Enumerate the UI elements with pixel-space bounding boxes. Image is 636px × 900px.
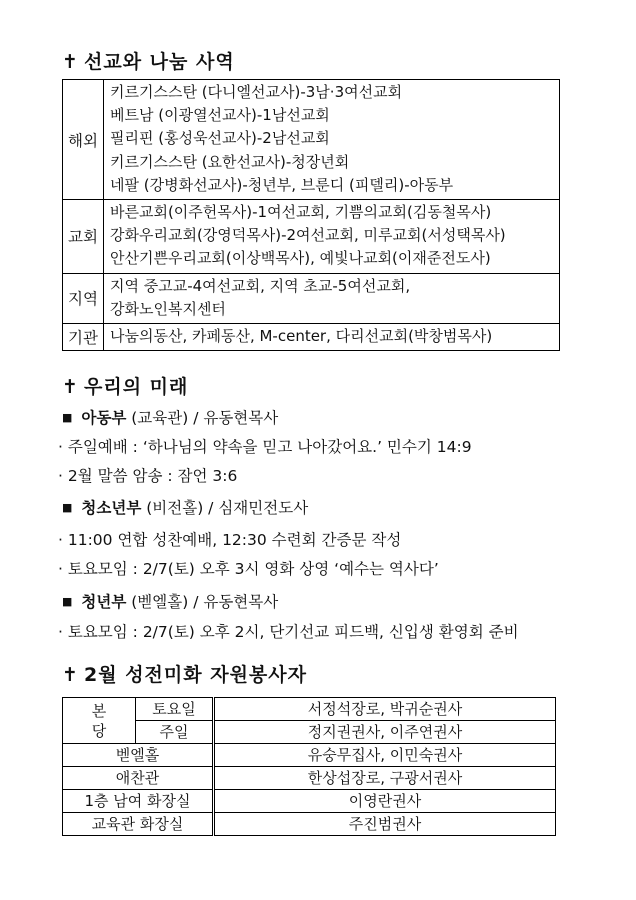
- volunteer-names: 한상섭장로, 구광서권사: [214, 767, 556, 790]
- square-bullet-icon: ■: [62, 501, 73, 514]
- list-item: 안산기쁜우리교회(이상백목사), 예빛나교회(이재준전도사): [110, 249, 491, 268]
- place-label: 1층 남여 화장실: [63, 790, 214, 813]
- row-label-church: 교회: [63, 200, 104, 274]
- list-item: · 토요모임 : 2/7(토) 오후 3시 영화 상영 ‘예수는 역사다’: [58, 560, 439, 578]
- cross-icon: ✝: [62, 51, 79, 73]
- cross-icon: ✝: [62, 664, 79, 686]
- row-label-overseas: 해외: [63, 80, 104, 200]
- list-item: · 주일예배 : ‘하나님의 약속을 믿고 나아갔어요.’ 민수기 14:9: [58, 438, 472, 456]
- table-row: [63, 200, 560, 274]
- row-content-church: [104, 200, 560, 274]
- mission-table: [62, 79, 560, 351]
- table-row: [63, 273, 560, 323]
- section-title-mission: ✝ 선교와 나눔 사역: [62, 51, 235, 73]
- table-row: [63, 744, 556, 767]
- group-heading-young-adults: ■ 청년부 (벧엘홀) / 유동현목사: [62, 593, 279, 611]
- list-item: 강화우리교회(강영덕목사)-2여선교회, 미루교회(서성택목사): [110, 226, 506, 245]
- list-item: · 2월 말씀 암송 : 잠언 3:6: [58, 467, 238, 485]
- main-sanctuary-label: 본 당: [63, 698, 136, 744]
- list-item: 필리핀 (홍성욱선교사)-2남선교회: [110, 129, 330, 148]
- table-row: [63, 790, 556, 813]
- sunday-names: 정지권권사, 이주연권사: [214, 721, 556, 744]
- table-row: [63, 324, 560, 351]
- square-bullet-icon: ■: [62, 411, 73, 424]
- volunteer-names: 이영란권사: [214, 790, 556, 813]
- row-content-institution: [104, 324, 560, 351]
- list-item: 나눔의동산, 카페동산, M-center, 다리선교회(박창범목사): [110, 327, 493, 346]
- volunteer-names: 주진범권사: [214, 813, 556, 836]
- list-item: 키르기스스탄 (다니엘선교사)-3남·3여선교회: [110, 83, 403, 101]
- list-item: 바른교회(이주헌목사)-1여선교회, 기쁨의교회(김동철목사): [110, 203, 492, 222]
- row-label-region: 지역: [63, 273, 104, 323]
- row-content-region: [104, 273, 560, 323]
- place-label: 애찬관: [63, 767, 214, 790]
- list-item: 키르기스스탄 (요한선교사)-청장년회: [110, 152, 350, 171]
- list-item: · 토요모임 : 2/7(토) 오후 2시, 단기선교 피드백, 신입생 환영회 준비: [58, 623, 519, 641]
- sunday-label: 주일: [136, 721, 214, 744]
- list-item: 강화노인복지센터: [110, 299, 226, 318]
- table-row: [63, 698, 556, 721]
- list-item: · 11:00 연합 성찬예배, 12:30 수련회 간증문 작성: [58, 531, 402, 549]
- volunteer-names: 유숭무집사, 이민숙권사: [214, 744, 556, 767]
- cross-icon: ✝: [62, 376, 79, 398]
- table-row: [63, 721, 556, 744]
- saturday-names: 서정석장로, 박귀순권사: [214, 698, 556, 721]
- row-content-overseas: [104, 80, 560, 200]
- table-row: [63, 813, 556, 836]
- section-title-future: ✝ 우리의 미래: [62, 376, 189, 398]
- volunteer-table: [62, 697, 556, 836]
- saturday-label: 토요일: [136, 698, 214, 721]
- table-row: [63, 767, 556, 790]
- section-title-volunteers: ✝ 2월 성전미화 자원봉사자: [62, 664, 307, 686]
- square-bullet-icon: ■: [62, 595, 73, 608]
- list-item: 베트남 (이광열선교사)-1남선교회: [110, 106, 330, 125]
- place-label: 벧엘홀: [63, 744, 214, 767]
- list-item: 지역 중고교-4여선교회, 지역 초교-5여선교회,: [110, 276, 411, 295]
- group-heading-children: ■ 아동부 (교육관) / 유동현목사: [62, 409, 279, 427]
- list-item: 네팔 (강병화선교사)-청년부, 브룬디 (피델리)-아동부: [110, 175, 454, 194]
- row-label-institution: 기관: [63, 324, 104, 351]
- group-heading-youth: ■ 청소년부 (비전홀) / 심재민전도사: [62, 499, 309, 517]
- table-row: [63, 80, 560, 200]
- place-label: 교육관 화장실: [63, 813, 214, 836]
